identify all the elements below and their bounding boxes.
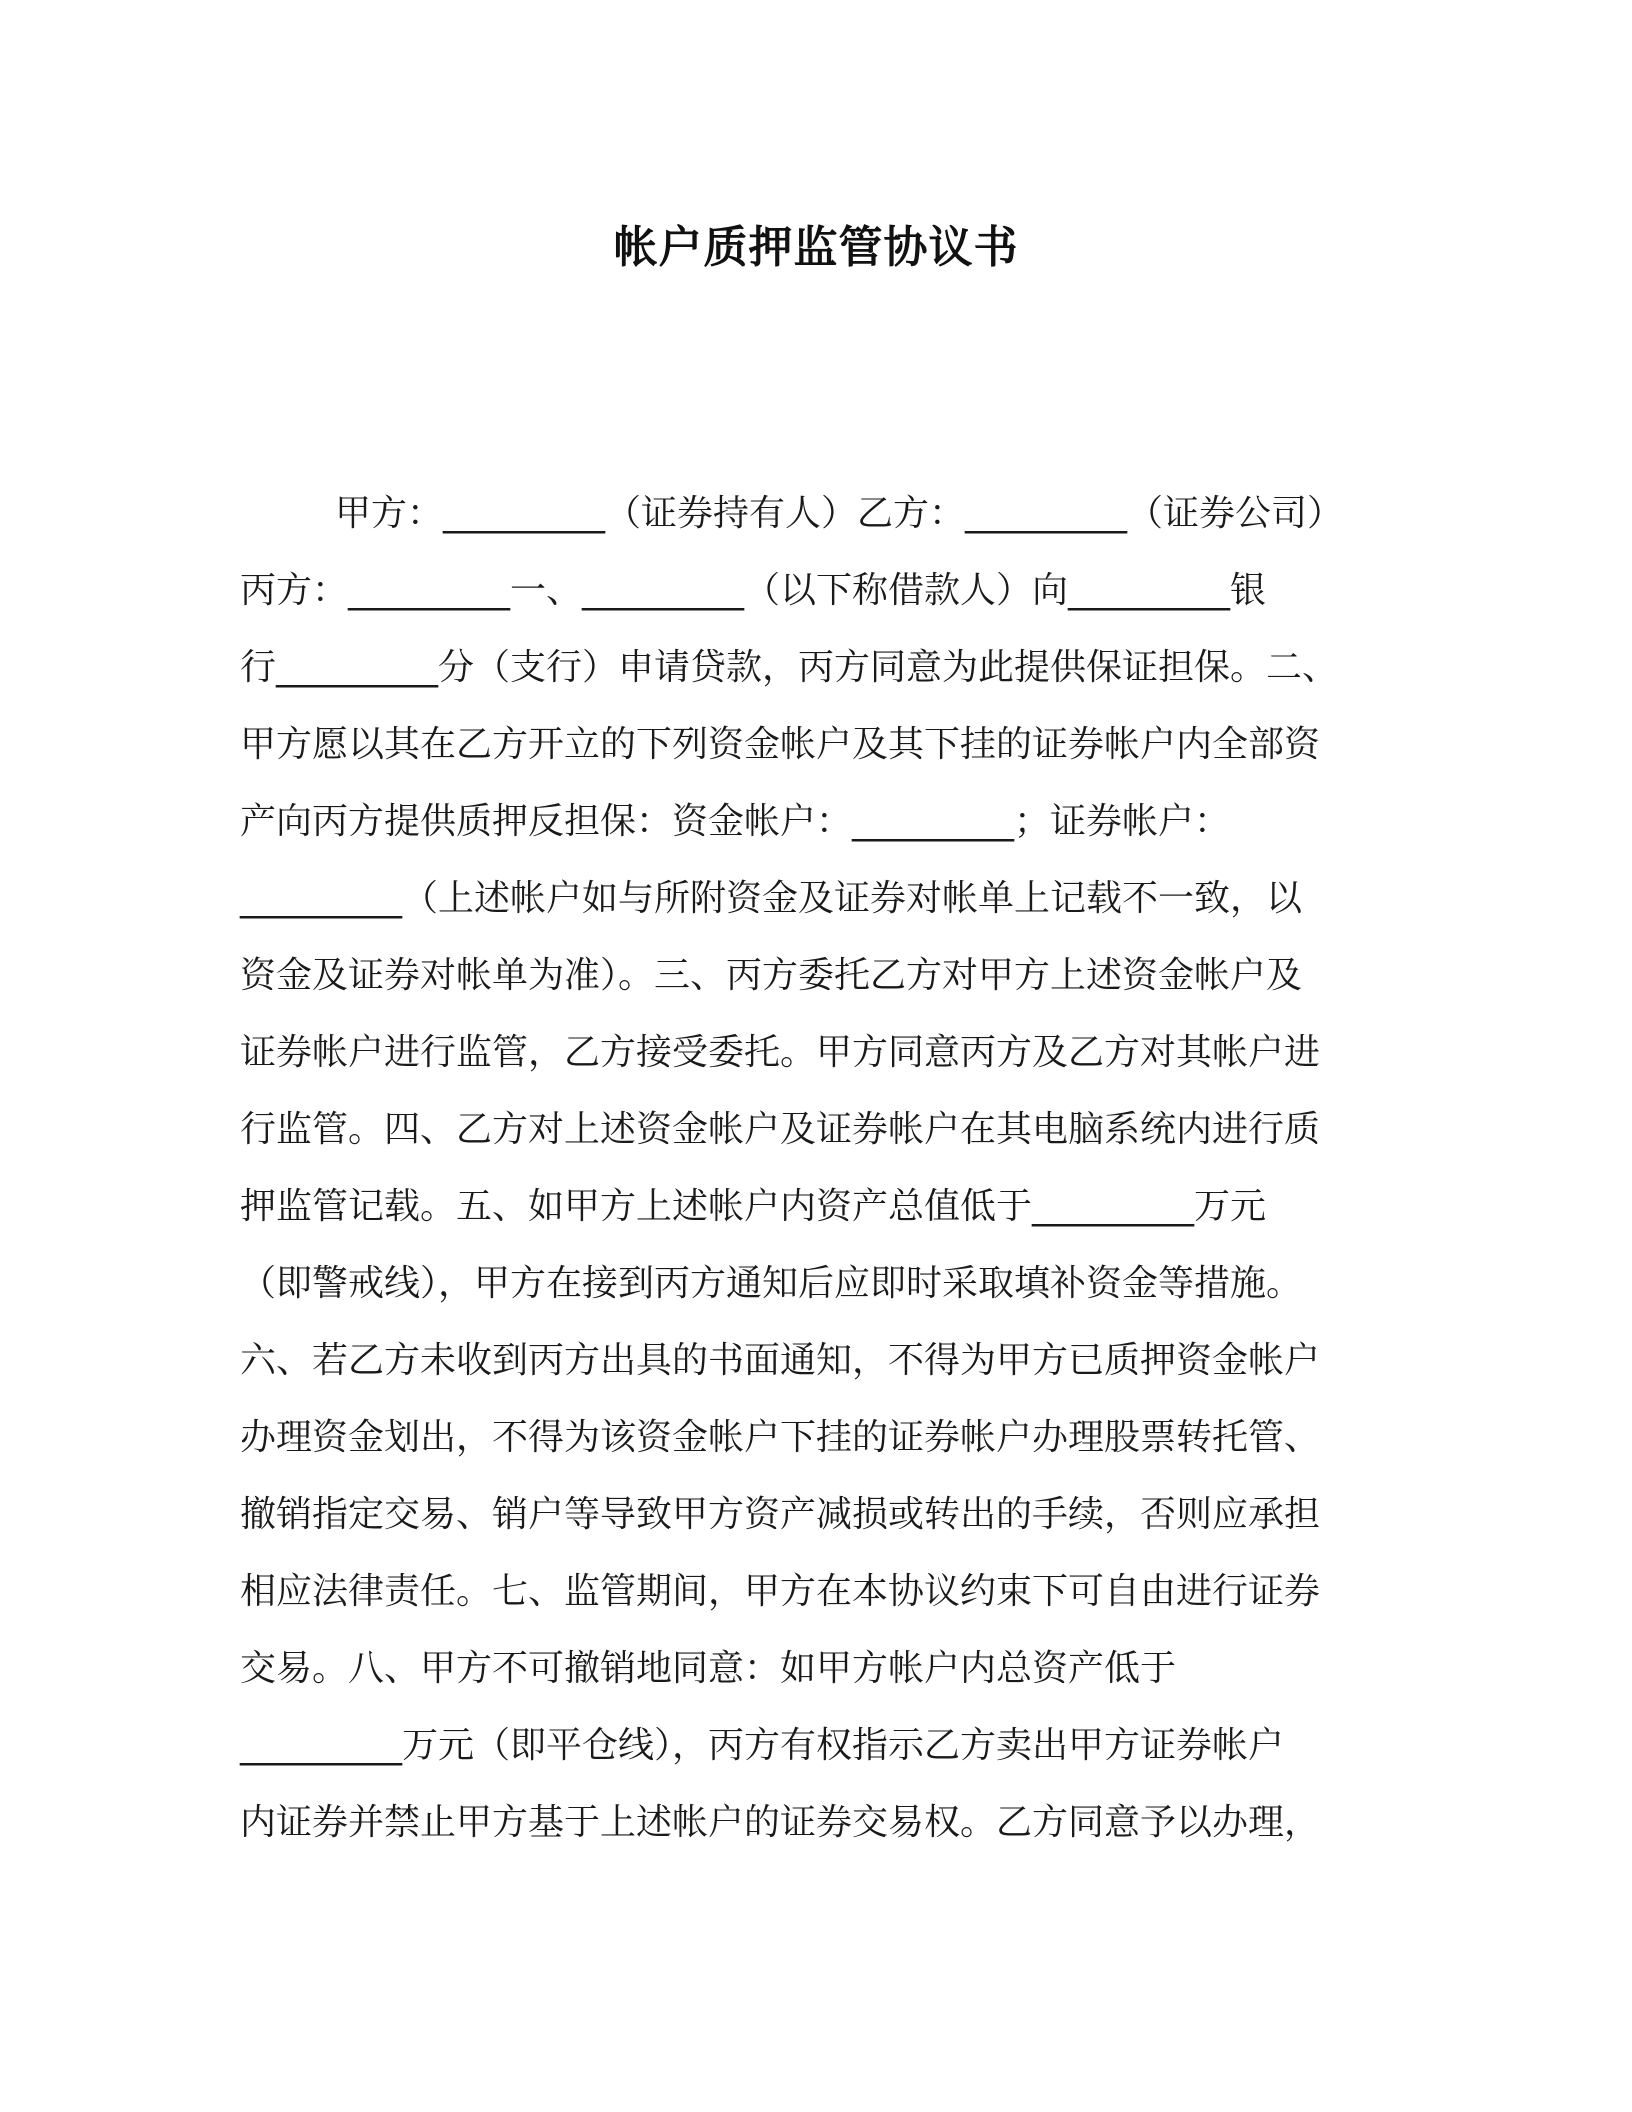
body-line: 甲方愿以其在乙方开立的下列资金帐户及其下挂的证券帐户内全部资	[240, 724, 1321, 765]
body-line: 产向丙方提供质押反担保：资金帐户：_________；证券帐户：	[240, 801, 1231, 842]
body-line: 行_________分（支行）申请贷款，丙方同意为此提供保证担保。二、	[240, 647, 1339, 688]
body-line: 证券帐户进行监管，乙方接受委托。甲方同意丙方及乙方对其帐户进	[240, 1032, 1321, 1073]
body-line: 相应法律责任。七、监管期间，甲方在本协议约束下可自由进行证券	[240, 1571, 1321, 1612]
body-line: 甲方：_________（证券持有人）乙方：_________（证券公司）	[335, 493, 1344, 534]
document-title: 帐户质押监管协议书	[613, 222, 1019, 273]
body-line: _________（上述帐户如与所附资金及证券对帐单上记载不一致，以	[240, 878, 1303, 919]
body-line: 撤销指定交易、销户等导致甲方资产减损或转出的手续，否则应承担	[240, 1494, 1321, 1535]
body-line: 内证券并禁止甲方基于上述帐户的证券交易权。乙方同意予以办理，	[240, 1802, 1321, 1843]
body-line: 交易。八、甲方不可撤销地同意：如甲方帐户内总资产低于	[240, 1648, 1177, 1689]
body-line: 资金及证券对帐单为准）。三、丙方委托乙方对甲方上述资金帐户及	[240, 955, 1303, 996]
body-line: 丙方：_________一、_________（以下称借款人）向_________银	[240, 570, 1267, 611]
body-line: 办理资金划出，不得为该资金帐户下挂的证券帐户办理股票转托管、	[240, 1417, 1321, 1458]
body-line: 行监管。四、乙方对上述资金帐户及证券帐户在其电脑系统内进行质	[240, 1109, 1321, 1150]
body-line: （即警戒线），甲方在接到丙方通知后应即时采取填补资金等措施。	[240, 1263, 1303, 1304]
body-line: 押监管记载。五、如甲方上述帐户内资产总值低于_________万元	[240, 1186, 1267, 1227]
body-line: 六、若乙方未收到丙方出具的书面通知，不得为甲方已质押资金帐户	[240, 1340, 1321, 1381]
body-line: _________万元（即平仓线），丙方有权指示乙方卖出甲方证券帐户	[240, 1725, 1285, 1766]
